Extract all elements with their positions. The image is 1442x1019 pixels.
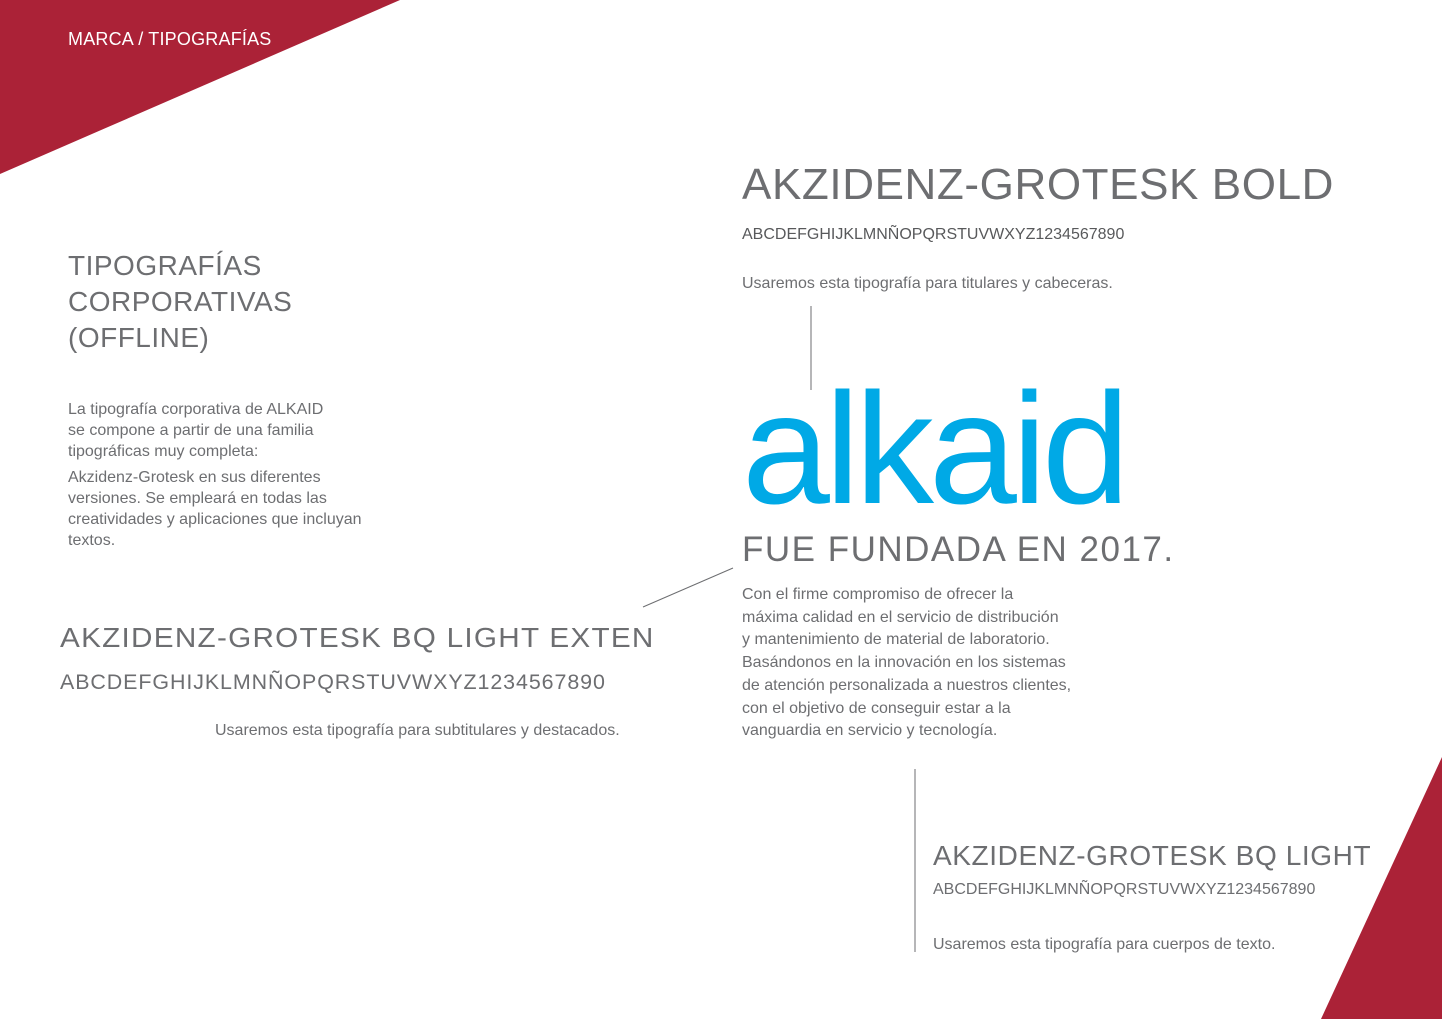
sample-body-line: y mantenimiento de material de laboratorio. (742, 631, 1050, 649)
page-title (68, 248, 388, 356)
sample-body-line: con el objetivo de conseguir estar a la (742, 699, 1011, 717)
intro-line: Akzidenz-Grotesk en sus diferentes (68, 469, 321, 486)
light-extended-font-usage: Usaremos esta tipografía para subtitulares y destacados. (215, 722, 620, 739)
page-title-line: TIPOGRAFÍAS (68, 250, 262, 281)
top-left-red-shape (0, 0, 400, 174)
intro-line: tipográficas muy completa: (68, 443, 259, 460)
intro-line: se compone a partir de una familia (68, 422, 314, 439)
light-extended-font-name: AKZIDENZ-GROTESK BQ LIGHT EXTEN (60, 622, 655, 653)
light-font-alphabet: ABCDEFGHIJKLMNÑOPQRSTUVWXYZ1234567890 (933, 881, 1316, 898)
page-title-line: CORPORATIVAS (68, 286, 293, 317)
bold-font-name: AKZIDENZ-GROTESK BOLD (742, 160, 1335, 209)
sample-headline: FUE FUNDADA EN 2017. (742, 530, 1175, 569)
page-title-line: (OFFLINE) (68, 322, 210, 353)
bold-font-alphabet: ABCDEFGHIJKLMNÑOPQRSTUVWXYZ1234567890 (742, 226, 1125, 243)
intro-line: textos. (68, 532, 116, 549)
sample-body-line: vanguardia en servicio y tecnología. (742, 722, 998, 740)
light-font-name: AKZIDENZ-GROTESK BQ LIGHT (933, 840, 1372, 871)
breadcrumb: MARCA / TIPOGRAFÍAS (68, 29, 272, 49)
intro-line: creatividades y aplicaciones que incluyan (68, 511, 362, 528)
sample-body-text (742, 584, 1102, 743)
alkaid-logo: alkaid (742, 361, 1125, 537)
sample-body-line: máxima calidad en el servicio de distribución (742, 608, 1059, 626)
bold-font-usage: Usaremos esta tipografía para titulares y cabeceras. (742, 275, 1113, 292)
sample-body-line: Con el firme compromiso de ofrecer la (742, 586, 1014, 603)
bottom-right-red-shape (1321, 757, 1442, 1019)
sample-body-line: de atención personalizada a nuestros clientes, (742, 676, 1072, 694)
light-extended-font-alphabet: ABCDEFGHIJKLMNÑOPQRSTUVWXYZ1234567890 (60, 671, 606, 694)
intro-line: La tipografía corporativa de ALKAID (68, 401, 324, 418)
sample-body-line: Basándonos en la innovación en los sistemas (742, 654, 1066, 672)
intro-paragraph (68, 399, 398, 551)
light-font-usage: Usaremos esta tipografía para cuerpos de texto. (933, 936, 1276, 953)
intro-line: versiones. Se empleará en todas las (68, 490, 327, 507)
